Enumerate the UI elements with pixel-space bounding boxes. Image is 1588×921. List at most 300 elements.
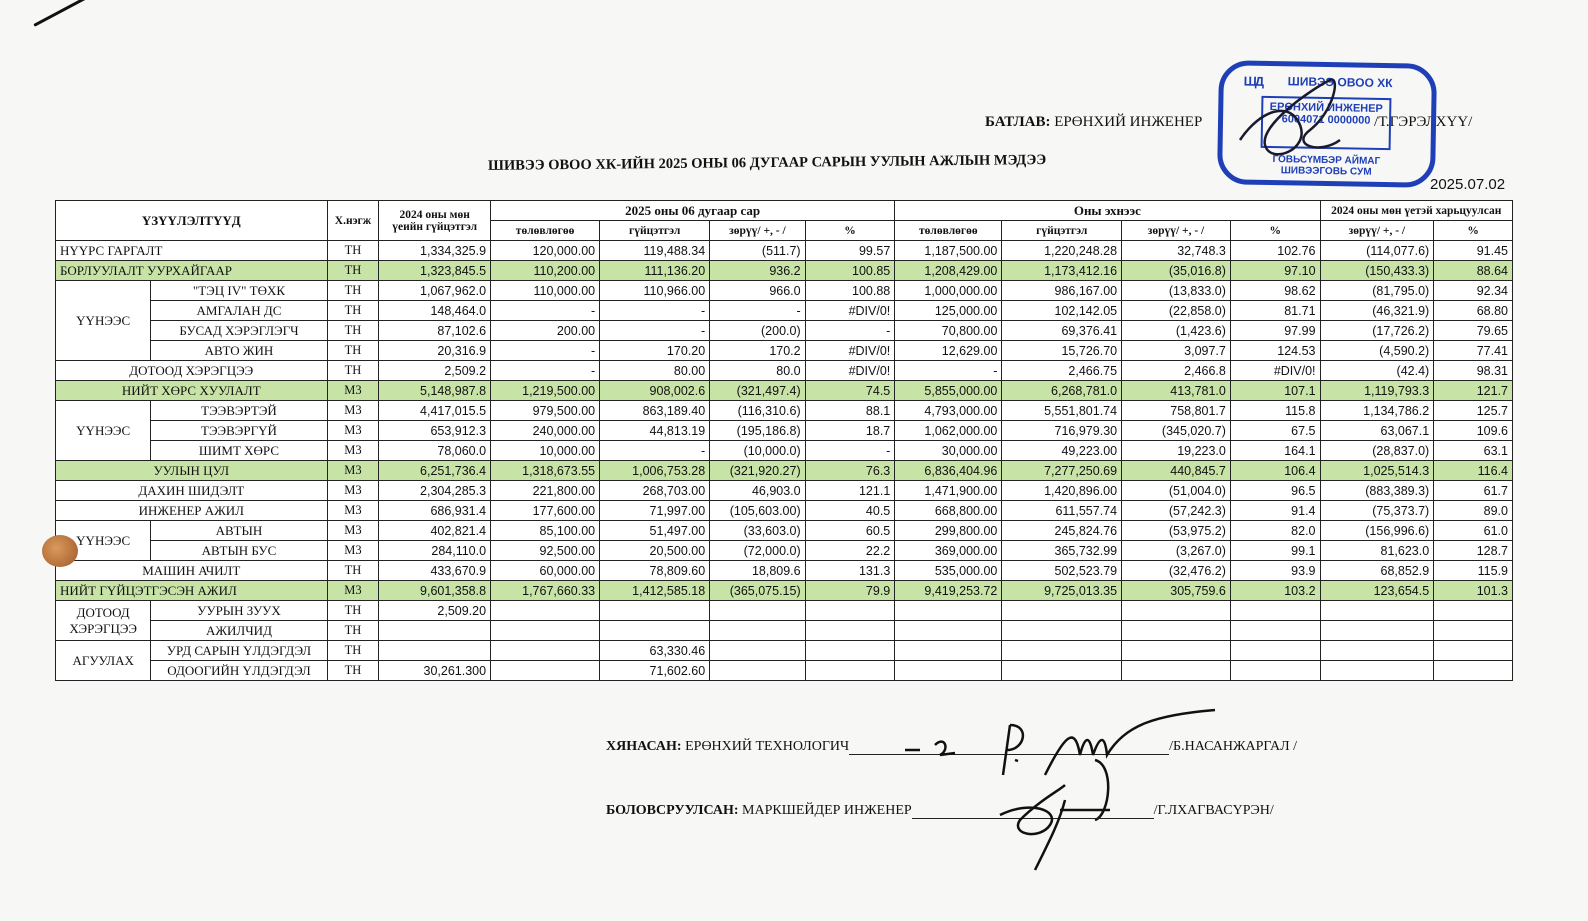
cell-m-plan <box>491 661 600 681</box>
prepared-by-line <box>606 802 1274 819</box>
cell-y-diff: 2,466.8 <box>1122 361 1231 381</box>
cell-y-plan: 70,800.00 <box>895 321 1002 341</box>
cell-y-pct <box>1230 601 1320 621</box>
approver-signature <box>1230 70 1350 180</box>
cell-m-plan: 85,100.00 <box>491 521 600 541</box>
cell-y-pct: 107.1 <box>1230 381 1320 401</box>
cell-prev: 87,102.6 <box>379 321 491 341</box>
cell-c-diff: (883,389.3) <box>1320 481 1434 501</box>
cell-m-plan: - <box>491 301 600 321</box>
cell-y-diff: (53,975.2) <box>1122 521 1231 541</box>
stamp-logo: ШД <box>1243 73 1263 89</box>
cell-prev: 433,670.9 <box>379 561 491 581</box>
cell-c-pct: 77.41 <box>1434 341 1513 361</box>
cell-y-pct: 115.8 <box>1230 401 1320 421</box>
cell-c-pct: 128.7 <box>1434 541 1513 561</box>
cell-c-diff <box>1320 621 1434 641</box>
cell-m-plan: 110,000.00 <box>491 281 600 301</box>
cell-y-diff: (35,016.8) <box>1122 261 1231 281</box>
row-unit: ТН <box>327 561 379 581</box>
report-title: ШИВЭЭ ОВОО ХК-ИЙН 2025 ОНЫ 06 ДУГААР САРЫН УУЛЫН АЖЛЫН МЭДЭЭ <box>487 152 1047 174</box>
cell-c-diff <box>1320 661 1434 681</box>
cell-y-plan: 535,000.00 <box>895 561 1002 581</box>
row-unit: ТН <box>327 341 379 361</box>
row-unit: М3 <box>327 441 379 461</box>
table-row <box>56 461 1513 481</box>
cell-y-diff: (32,476.2) <box>1122 561 1231 581</box>
row-unit: ТН <box>327 281 379 301</box>
cell-y-plan: 1,062,000.00 <box>895 421 1002 441</box>
cell-m-diff: (321,497.4) <box>710 381 805 401</box>
cell-c-pct <box>1434 661 1513 681</box>
cell-m-actual: 78,809.60 <box>600 561 710 581</box>
cell-m-plan: 240,000.00 <box>491 421 600 441</box>
cell-m-plan: 110,200.00 <box>491 261 600 281</box>
cell-y-plan <box>895 601 1002 621</box>
header-ytd-actual: гүйцэтгэл <box>1002 221 1122 241</box>
table-row <box>56 261 1513 281</box>
cell-c-pct: 121.7 <box>1434 381 1513 401</box>
cell-y-plan: 1,187,500.00 <box>895 241 1002 261</box>
coin <box>42 535 78 567</box>
cell-y-actual: 7,277,250.69 <box>1002 461 1122 481</box>
header-ytd-pct: % <box>1230 221 1320 241</box>
header-prev-year: 2024 оны мөн үеийн гүйцэтгэл <box>379 201 491 241</box>
table-row <box>56 281 1513 301</box>
cell-m-pct <box>805 641 895 661</box>
cell-m-plan <box>491 641 600 661</box>
cell-m-diff <box>710 641 805 661</box>
row-label: НИЙТ ХӨРС ХУУЛАЛТ <box>56 381 328 401</box>
header-compare-diff: зөрүү/ +, - / <box>1320 221 1434 241</box>
approve-name: /Т.ГЭРЭЛХҮҮ/ <box>1374 114 1473 130</box>
cell-c-diff <box>1320 601 1434 621</box>
row-unit: М3 <box>327 521 379 541</box>
cell-c-diff: (17,726.2) <box>1320 321 1434 341</box>
row-unit: ТН <box>327 241 379 261</box>
cell-c-pct: 92.34 <box>1434 281 1513 301</box>
cell-m-pct: 99.57 <box>805 241 895 261</box>
cell-c-diff: 63,067.1 <box>1320 421 1434 441</box>
cell-m-diff: 18,809.6 <box>710 561 805 581</box>
table-row <box>56 361 1513 381</box>
prepared-name: /Г.ЛХАГВАСҮРЭН/ <box>1153 803 1274 818</box>
cell-m-diff: - <box>710 301 805 321</box>
cell-prev: 9,601,358.8 <box>379 581 491 601</box>
table-row <box>56 301 1513 321</box>
group-label: ҮҮНЭЭС <box>56 281 151 361</box>
cell-m-plan: 1,767,660.33 <box>491 581 600 601</box>
header-ytd-plan: төлөвлөгөө <box>895 221 1002 241</box>
table-row <box>56 241 1513 261</box>
row-unit: ТН <box>327 661 379 681</box>
cell-y-pct: 99.1 <box>1230 541 1320 561</box>
cell-m-pct: 88.1 <box>805 401 895 421</box>
cell-m-actual: 1,006,753.28 <box>600 461 710 481</box>
cell-m-actual: 110,966.00 <box>600 281 710 301</box>
cell-c-diff: (42.4) <box>1320 361 1434 381</box>
row-label: УУЛЫН ЦУЛ <box>56 461 328 481</box>
row-unit: ТН <box>327 361 379 381</box>
cell-y-plan: 668,800.00 <box>895 501 1002 521</box>
cell-m-pct: - <box>805 441 895 461</box>
row-unit: М3 <box>327 401 379 421</box>
cell-c-pct: 101.3 <box>1434 581 1513 601</box>
cell-m-pct: 131.3 <box>805 561 895 581</box>
row-unit: М3 <box>327 581 379 601</box>
cell-prev: 148,464.0 <box>379 301 491 321</box>
row-label: БУСАД ХЭРЭГЛЭГЧ <box>151 321 327 341</box>
cell-c-pct: 61.0 <box>1434 521 1513 541</box>
cell-y-diff: 413,781.0 <box>1122 381 1231 401</box>
cell-m-diff: (10,000.0) <box>710 441 805 461</box>
cell-c-pct: 98.31 <box>1434 361 1513 381</box>
cell-prev: 30,261.300 <box>379 661 491 681</box>
cell-y-diff: 440,845.7 <box>1122 461 1231 481</box>
cell-y-diff <box>1122 661 1231 681</box>
cell-c-diff: 1,119,793.3 <box>1320 381 1434 401</box>
cell-prev: 2,509.20 <box>379 601 491 621</box>
cell-m-plan: 60,000.00 <box>491 561 600 581</box>
cell-m-actual: 119,488.34 <box>600 241 710 261</box>
cell-y-diff: 758,801.7 <box>1122 401 1231 421</box>
cell-y-plan: 30,000.00 <box>895 441 1002 461</box>
cell-y-pct <box>1230 641 1320 661</box>
row-label: НҮҮРС ГАРГАЛТ <box>56 241 328 261</box>
cell-m-actual: 80.00 <box>600 361 710 381</box>
cell-y-diff: 32,748.3 <box>1122 241 1231 261</box>
cell-y-actual: 1,420,896.00 <box>1002 481 1122 501</box>
row-unit: М3 <box>327 541 379 561</box>
row-unit: ТН <box>327 321 379 341</box>
cell-m-actual: 863,189.40 <box>600 401 710 421</box>
cell-y-diff: (13,833.0) <box>1122 281 1231 301</box>
cell-c-diff: (75,373.7) <box>1320 501 1434 521</box>
cell-m-pct: #DIV/0! <box>805 301 895 321</box>
cell-c-pct: 61.7 <box>1434 481 1513 501</box>
cell-c-pct: 115.9 <box>1434 561 1513 581</box>
cell-y-actual: 245,824.76 <box>1002 521 1122 541</box>
cell-y-actual <box>1002 661 1122 681</box>
cell-c-pct: 125.7 <box>1434 401 1513 421</box>
row-label: АВТЫН БУС <box>151 541 327 561</box>
row-label: ОДООГИЙН ҮЛДЭГДЭЛ <box>151 661 327 681</box>
cell-y-diff: (22,858.0) <box>1122 301 1231 321</box>
cell-y-pct: 67.5 <box>1230 421 1320 441</box>
group-label: ҮҮНЭЭС <box>56 401 151 461</box>
cell-prev: 686,931.4 <box>379 501 491 521</box>
cell-m-pct <box>805 661 895 681</box>
cell-m-diff: (105,603.00) <box>710 501 805 521</box>
cell-m-actual: 20,500.00 <box>600 541 710 561</box>
cell-prev: 2,509.2 <box>379 361 491 381</box>
cell-m-plan: 979,500.00 <box>491 401 600 421</box>
cell-y-pct: 97.99 <box>1230 321 1320 341</box>
row-label: ДОТООД ХЭРЭГЦЭЭ <box>56 361 328 381</box>
cell-m-plan <box>491 601 600 621</box>
table-row <box>56 441 1513 461</box>
cell-c-diff: (28,837.0) <box>1320 441 1434 461</box>
table-row <box>56 601 1513 621</box>
cell-m-actual: 71,602.60 <box>600 661 710 681</box>
row-label: БОРЛУУЛАЛТ УУРХАЙГААР <box>56 261 328 281</box>
cell-y-pct: 164.1 <box>1230 441 1320 461</box>
row-unit: ТН <box>327 641 379 661</box>
row-label: "ТЭЦ IV" ТӨХК <box>151 281 327 301</box>
cell-y-plan: 9,419,253.72 <box>895 581 1002 601</box>
cell-c-diff: 1,134,786.2 <box>1320 401 1434 421</box>
report-date: 2025.07.02 <box>1430 176 1506 193</box>
cell-c-pct <box>1434 601 1513 621</box>
cell-m-actual: 1,412,585.18 <box>600 581 710 601</box>
row-label: АВТО ЖИН <box>151 341 327 361</box>
cell-m-plan: 1,318,673.55 <box>491 461 600 481</box>
cell-m-pct: 79.9 <box>805 581 895 601</box>
row-unit: ТН <box>327 261 379 281</box>
cell-prev: 2,304,285.3 <box>379 481 491 501</box>
cell-y-plan: 1,000,000.00 <box>895 281 1002 301</box>
cell-y-plan: 1,471,900.00 <box>895 481 1002 501</box>
cell-m-actual: 63,330.46 <box>600 641 710 661</box>
cell-c-diff: (81,795.0) <box>1320 281 1434 301</box>
table-row <box>56 501 1513 521</box>
cell-m-diff: (200.0) <box>710 321 805 341</box>
header-month-group: 2025 оны 06 дугаар сар <box>491 201 895 221</box>
cell-prev: 653,912.3 <box>379 421 491 441</box>
stamp-location-2: ШИВЭЭГОВЬ СУМ <box>1280 165 1372 178</box>
cell-y-plan: - <box>895 361 1002 381</box>
cell-m-diff: 46,903.0 <box>710 481 805 501</box>
cell-prev <box>379 641 491 661</box>
cell-y-actual: 5,551,801.74 <box>1002 401 1122 421</box>
row-label: УРД САРЫН ҮЛДЭГДЭЛ <box>151 641 327 661</box>
prepared-role: МАРКШЕЙДЕР ИНЖЕНЕР <box>742 803 912 818</box>
cell-y-plan <box>895 661 1002 681</box>
cell-y-pct: 91.4 <box>1230 501 1320 521</box>
cell-m-diff <box>710 661 805 681</box>
cell-y-actual: 716,979.30 <box>1002 421 1122 441</box>
stamp-location-1: ГОВЬСҮМБЭР АЙМАГ <box>1272 154 1381 167</box>
cell-m-plan: 10,000.00 <box>491 441 600 461</box>
header-ytd-group: Оны эхнээс <box>895 201 1320 221</box>
row-label: МАШИН АЧИЛТ <box>56 561 328 581</box>
cell-y-actual: 502,523.79 <box>1002 561 1122 581</box>
row-label: ИНЖЕНЕР АЖИЛ <box>56 501 328 521</box>
cell-m-diff: (116,310.6) <box>710 401 805 421</box>
cell-c-diff: 123,654.5 <box>1320 581 1434 601</box>
cell-m-diff: (72,000.0) <box>710 541 805 561</box>
cell-y-actual: 1,173,412.16 <box>1002 261 1122 281</box>
cell-prev <box>379 621 491 641</box>
cell-y-plan: 5,855,000.00 <box>895 381 1002 401</box>
cell-y-plan: 12,629.00 <box>895 341 1002 361</box>
row-unit: ТН <box>327 301 379 321</box>
table-row <box>56 521 1513 541</box>
cell-y-actual: 986,167.00 <box>1002 281 1122 301</box>
cell-m-actual: - <box>600 301 710 321</box>
cell-y-plan: 125,000.00 <box>895 301 1002 321</box>
cell-prev: 1,067,962.0 <box>379 281 491 301</box>
cell-prev: 6,251,736.4 <box>379 461 491 481</box>
cell-m-actual: 111,136.20 <box>600 261 710 281</box>
cell-m-actual: 268,703.00 <box>600 481 710 501</box>
cell-c-diff: (4,590.2) <box>1320 341 1434 361</box>
cell-m-actual: 71,997.00 <box>600 501 710 521</box>
cell-m-diff: (365,075.15) <box>710 581 805 601</box>
cell-y-actual <box>1002 621 1122 641</box>
table-row <box>56 661 1513 681</box>
checked-role: ЕРӨНХИЙ ТЕХНОЛОГИЧ <box>685 739 850 754</box>
cell-m-plan: 221,800.00 <box>491 481 600 501</box>
cell-c-pct: 116.4 <box>1434 461 1513 481</box>
table-row <box>56 561 1513 581</box>
cell-y-pct: 82.0 <box>1230 521 1320 541</box>
cell-y-actual: 365,732.99 <box>1002 541 1122 561</box>
cell-m-pct: 121.1 <box>805 481 895 501</box>
prepared-prefix: БОЛОВСРУУЛСАН: <box>606 803 739 818</box>
cell-y-plan: 6,836,404.96 <box>895 461 1002 481</box>
stamp-role: ЕРӨНХИЙ ИНЖЕНЕР <box>1269 100 1383 115</box>
table-row <box>56 541 1513 561</box>
cell-m-diff <box>710 601 805 621</box>
cell-m-actual: 908,002.6 <box>600 381 710 401</box>
cell-c-pct: 89.0 <box>1434 501 1513 521</box>
cell-y-pct: 97.10 <box>1230 261 1320 281</box>
cell-m-pct: 76.3 <box>805 461 895 481</box>
cell-y-pct: 102.76 <box>1230 241 1320 261</box>
cell-y-diff <box>1122 621 1231 641</box>
cell-c-diff: 1,025,514.3 <box>1320 461 1434 481</box>
cell-y-pct: 96.5 <box>1230 481 1320 501</box>
preparer-signature <box>990 780 1120 875</box>
cell-prev: 78,060.0 <box>379 441 491 461</box>
cell-y-plan <box>895 641 1002 661</box>
cell-y-pct <box>1230 621 1320 641</box>
cell-m-pct <box>805 621 895 641</box>
table-row <box>56 581 1513 601</box>
row-label: УУРЫН ЗУУХ <box>151 601 327 621</box>
cell-y-actual: 611,557.74 <box>1002 501 1122 521</box>
group-label: ҮҮНЭЭС <box>56 521 151 561</box>
cell-prev: 5,148,987.8 <box>379 381 491 401</box>
cell-m-actual: - <box>600 441 710 461</box>
cell-y-actual <box>1002 641 1122 661</box>
cell-y-plan <box>895 621 1002 641</box>
cell-c-pct <box>1434 621 1513 641</box>
cell-m-actual: 51,497.00 <box>600 521 710 541</box>
row-unit: М3 <box>327 481 379 501</box>
cell-y-diff <box>1122 601 1231 621</box>
cell-y-actual: 2,466.75 <box>1002 361 1122 381</box>
table-row <box>56 421 1513 441</box>
cell-m-plan: - <box>491 341 600 361</box>
cell-y-diff: 305,759.6 <box>1122 581 1231 601</box>
cell-m-diff: (511.7) <box>710 241 805 261</box>
cell-c-diff: (46,321.9) <box>1320 301 1434 321</box>
row-label: ТЭЭВЭРГҮЙ <box>151 421 327 441</box>
cell-prev: 4,417,015.5 <box>379 401 491 421</box>
cell-y-diff: (345,020.7) <box>1122 421 1231 441</box>
pen-mark <box>33 0 89 27</box>
cell-m-pct: 74.5 <box>805 381 895 401</box>
mining-report-table <box>55 200 1513 681</box>
cell-y-diff: (51,004.0) <box>1122 481 1231 501</box>
cell-m-plan: 92,500.00 <box>491 541 600 561</box>
cell-y-diff: (57,242.3) <box>1122 501 1231 521</box>
cell-m-diff: (195,186.8) <box>710 421 805 441</box>
cell-y-actual: 15,726.70 <box>1002 341 1122 361</box>
cell-m-pct: 100.88 <box>805 281 895 301</box>
group-label: АГУУЛАХ <box>56 641 151 681</box>
cell-m-pct: 18.7 <box>805 421 895 441</box>
cell-prev: 284,110.0 <box>379 541 491 561</box>
cell-c-diff: (150,433.3) <box>1320 261 1434 281</box>
row-label: ТЭЭВЭРТЭЙ <box>151 401 327 421</box>
table-row <box>56 641 1513 661</box>
cell-m-pct <box>805 601 895 621</box>
cell-y-actual: 102,142.05 <box>1002 301 1122 321</box>
group-label: ДОТООД ХЭРЭГЦЭЭ <box>56 601 151 641</box>
cell-y-actual: 49,223.00 <box>1002 441 1122 461</box>
cell-m-actual <box>600 601 710 621</box>
cell-m-pct: #DIV/0! <box>805 341 895 361</box>
cell-y-plan: 369,000.00 <box>895 541 1002 561</box>
cell-y-pct: 124.53 <box>1230 341 1320 361</box>
table-row <box>56 401 1513 421</box>
approve-role: ЕРӨНХИЙ ИНЖЕНЕР <box>1054 114 1203 130</box>
cell-m-pct: 22.2 <box>805 541 895 561</box>
table-row <box>56 321 1513 341</box>
cell-c-pct: 88.64 <box>1434 261 1513 281</box>
cell-c-pct: 68.80 <box>1434 301 1513 321</box>
cell-y-diff: 19,223.0 <box>1122 441 1231 461</box>
cell-m-diff <box>710 621 805 641</box>
cell-y-actual: 9,725,013.35 <box>1002 581 1122 601</box>
cell-m-plan: 120,000.00 <box>491 241 600 261</box>
header-month-pct: % <box>805 221 895 241</box>
stamp-code: 6004071 0000000 <box>1281 113 1371 127</box>
checked-prefix: ХЯНАСАН: <box>606 739 682 754</box>
cell-m-diff: 170.2 <box>710 341 805 361</box>
cell-y-diff: (1,423.6) <box>1122 321 1231 341</box>
table-row <box>56 381 1513 401</box>
cell-c-pct: 79.65 <box>1434 321 1513 341</box>
cell-y-pct: 106.4 <box>1230 461 1320 481</box>
table-row <box>56 621 1513 641</box>
cell-m-diff: (33,603.0) <box>710 521 805 541</box>
cell-y-pct: 103.2 <box>1230 581 1320 601</box>
cell-y-plan: 1,208,429.00 <box>895 261 1002 281</box>
header-ytd-diff: зөрүү/ +, - / <box>1122 221 1231 241</box>
cell-y-diff: (3,267.0) <box>1122 541 1231 561</box>
cell-m-pct: - <box>805 321 895 341</box>
table-row <box>56 341 1513 361</box>
cell-y-actual <box>1002 601 1122 621</box>
cell-y-diff: 3,097.7 <box>1122 341 1231 361</box>
row-label: НИЙТ ГҮЙЦЭТГЭСЭН АЖИЛ <box>56 581 328 601</box>
row-unit: М3 <box>327 461 379 481</box>
row-unit: М3 <box>327 501 379 521</box>
cell-m-actual <box>600 621 710 641</box>
cell-m-diff: 80.0 <box>710 361 805 381</box>
cell-y-pct <box>1230 661 1320 681</box>
row-unit: ТН <box>327 621 379 641</box>
cell-m-diff: 936.2 <box>710 261 805 281</box>
cell-m-pct: 40.5 <box>805 501 895 521</box>
cell-c-diff: 81,623.0 <box>1320 541 1434 561</box>
row-unit: М3 <box>327 381 379 401</box>
cell-c-diff: (114,077.6) <box>1320 241 1434 261</box>
